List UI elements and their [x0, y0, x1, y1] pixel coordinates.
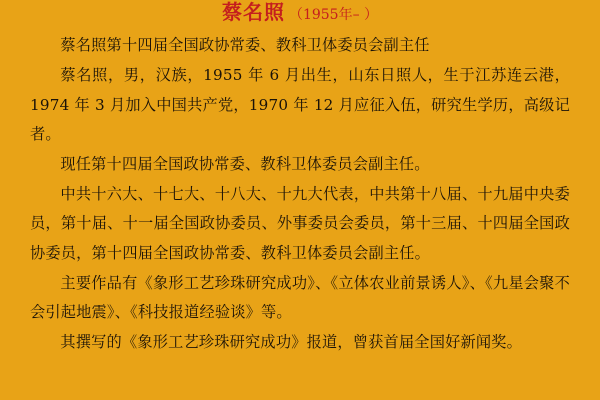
paragraph: 其撰写的《象形工艺珍珠研究成功》报道，曾获首届全国好新闻奖。	[60, 332, 523, 351]
paragraph: 现任第十四届全国政协常委、教科卫体委员会副主任。	[60, 154, 430, 173]
person-years: （1955年– ）	[288, 7, 379, 23]
paragraph: 中共十六大、十七大、十八大、十九大代表，中共第十八届、十九届中央委员，第十届、十一届全国政协委员、外事委员会委员，第十三届、十四届全国政协委员，第十四届全国政协常委、教科卫体委员会副主任。	[30, 184, 570, 262]
page-title	[30, 0, 570, 23]
paragraph: 主要作品有《象形工艺珍珠研究成功》、《立体农业前景诱人》、《九星会聚不会引起地震》、《科技报道经验谈》等。	[30, 273, 570, 322]
paragraph: 蔡名照第十四届全国政协常委、教科卫体委员会副主任	[60, 36, 430, 55]
biography-body	[30, 31, 570, 357]
paragraph: 蔡名照，男，汉族，1955 年 6 月出生，山东日照人，生于江苏连云港，1974 年 3 月加入中国共产党，1970 年 12 月应征入伍，研究生学历，高级记者。	[30, 66, 570, 144]
person-name: 蔡名照	[221, 0, 285, 24]
